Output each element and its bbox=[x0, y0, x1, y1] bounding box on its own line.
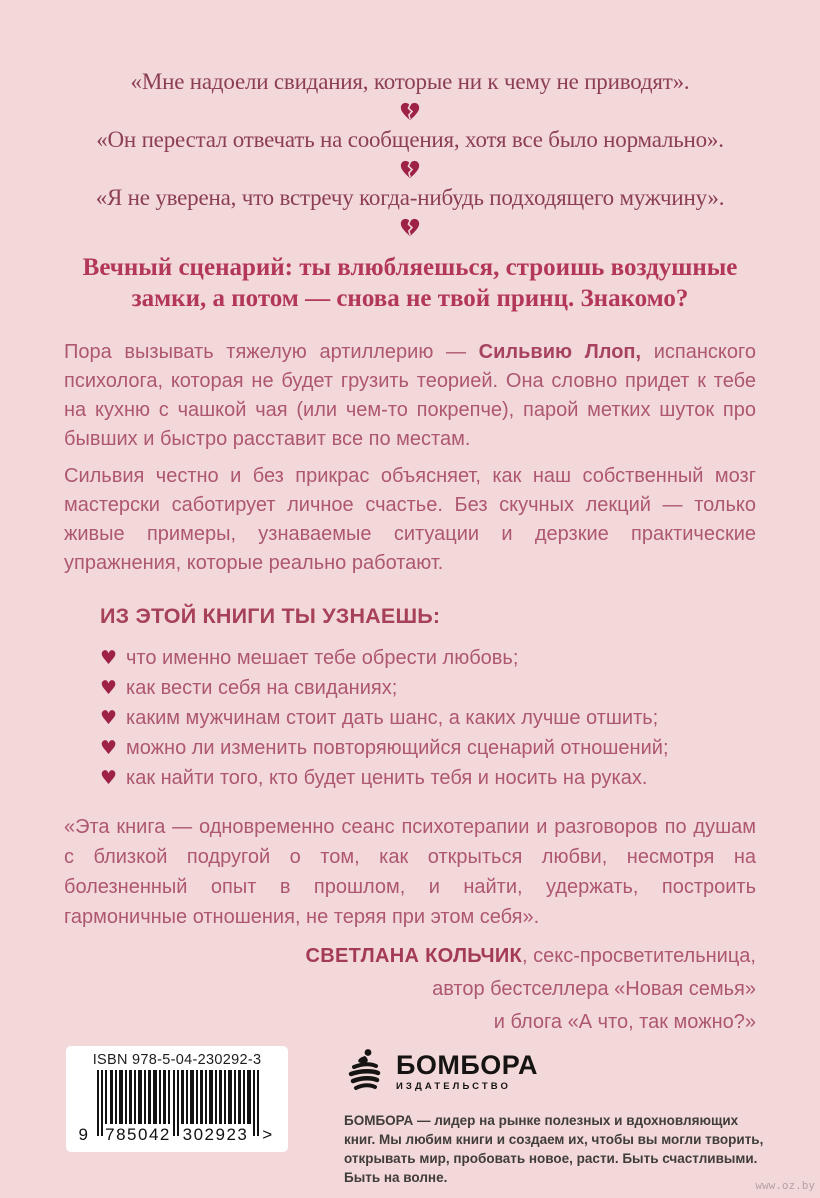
list-item bbox=[100, 733, 764, 763]
publisher-block bbox=[344, 1048, 772, 1187]
paragraph-intro bbox=[64, 338, 756, 454]
headline: Вечный сценарий: ты влюбляешься, строишь воздушные замки, а потом — снова не твой принц. Знакомо? bbox=[82, 254, 738, 312]
list-item-text: можно ли изменить повторяющийся сценарий отношений; bbox=[126, 737, 669, 759]
broken-heart-icon bbox=[399, 154, 421, 184]
attribution-line bbox=[200, 940, 756, 973]
review-quote: «Эта книга — одновременно сеанс психотерапии и разговоров по душам с близкой подругой о том, как открыться любви, несмотря на болезненный опыт в прошлом, и найти, удержать, построить гармоничные отношения, не теряя при этом себя». bbox=[64, 816, 756, 928]
description-section bbox=[64, 338, 756, 586]
heart-bullet-icon: ♥ bbox=[100, 707, 118, 729]
quotes-section bbox=[0, 68, 820, 242]
barcode bbox=[66, 1046, 288, 1152]
attribution-line: автор бестселлера «Новая семья» bbox=[432, 978, 756, 1000]
list-item bbox=[100, 703, 764, 733]
watermark: www.oz.by bbox=[755, 1179, 815, 1192]
list-item-text: что именно мешает тебе обрести любовь; bbox=[126, 647, 519, 669]
review-attribution bbox=[200, 940, 756, 1039]
learn-section-title: ИЗ ЭТОЙ КНИГИ ТЫ УЗНАЕШЬ: bbox=[100, 604, 441, 628]
barcode-digits: 9 785042 302923 > bbox=[78, 1125, 274, 1144]
paragraph-about: Сильвия честно и без прикрас объясняет, как наш собственный мозг мастерски саботирует личное счастье. Без скучных лекций — только живые примеры, узнаваемые ситуации и дерзкие практические упражнения, которые реально работают. bbox=[64, 465, 756, 574]
publisher-description: БОМБОРА — лидер на рынке полезных и вдохновляющих книг. Мы любим книги и создаем их, чтобы вы могли творить, открывать мир, пробовать новое, расти. Быть счастливыми. Быть на волне. bbox=[344, 1113, 764, 1185]
intro-text-after: испанского психолога, которая не будет грузить теорией. Она словно придет к тебе на кухню с чашкой чая (или чем-то покрепче), парой метких шуток про бывших и быстро расставит все по местам. bbox=[64, 341, 756, 450]
heart-bullet-icon: ♥ bbox=[100, 677, 118, 699]
publisher-logo bbox=[344, 1048, 772, 1099]
isbn-label: ISBN 978-5-04-230292-3 bbox=[92, 1052, 262, 1068]
heart-bullet-icon: ♥ bbox=[100, 767, 118, 789]
broken-heart-icon bbox=[399, 212, 421, 242]
publisher-wordmark bbox=[396, 1048, 538, 1092]
attribution-line: и блога «А что, так можно?» bbox=[493, 1011, 756, 1033]
list-item bbox=[100, 673, 764, 703]
broken-heart-icon bbox=[399, 96, 421, 126]
list-item bbox=[100, 763, 764, 793]
reader-quote: «Мне надоели свидания, которые ни к чему не приводят». bbox=[130, 69, 690, 94]
reviewer-name: СВЕТЛАНА КОЛЬЧИК bbox=[305, 945, 523, 967]
list-item bbox=[100, 643, 764, 673]
heart-bullet-icon: ♥ bbox=[100, 647, 118, 669]
intro-text-before: Пора вызывать тяжелую артиллерию — bbox=[64, 341, 479, 363]
reviewer-role: , секс-просветительница, bbox=[522, 945, 756, 967]
reader-quote: «Я не уверена, что встречу когда-нибудь подходящего мужчину». bbox=[95, 185, 725, 210]
list-item-text: как найти того, кто будет ценить тебя и носить на руках. bbox=[126, 767, 648, 789]
heart-bullet-icon: ♥ bbox=[100, 737, 118, 759]
list-item-text: каким мужчинам стоит дать шанс, а каких лучше отшить; bbox=[126, 707, 659, 729]
bombora-surfer-icon bbox=[344, 1048, 388, 1099]
reader-quote: «Он перестал отвечать на сообщения, хотя все было нормально». bbox=[96, 127, 724, 152]
publisher-name: БОМБОРА bbox=[396, 1050, 538, 1080]
list-item-text: как вести себя на свиданиях; bbox=[126, 677, 398, 699]
publisher-subtitle: ИЗДАТЕЛЬСТВО bbox=[396, 1081, 511, 1092]
footer bbox=[0, 1038, 820, 1198]
author-name-highlight: Сильвию Ллоп, bbox=[478, 341, 642, 363]
barcode-bars bbox=[77, 1070, 277, 1144]
learn-section bbox=[100, 604, 764, 793]
